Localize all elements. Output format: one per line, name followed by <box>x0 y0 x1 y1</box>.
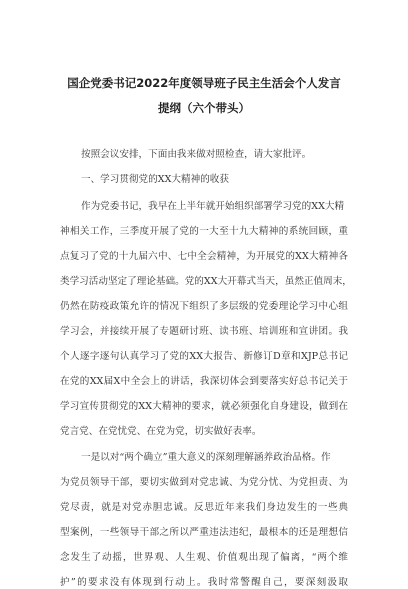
body-line: 作为党委书记，我早在上半年就开始组织部署学习党的XX大精 <box>81 201 345 212</box>
section-heading: 一、学习贯彻党的XX大精神的收获 <box>81 174 229 185</box>
body-line: 学习宣传贯彻党的XX大精神的要求，就必须强化自身建设，做到在 <box>60 401 348 412</box>
body-line: 学习会，并接续开展了专题研讨班、读书班、培训班和宣讲团。我 <box>60 326 348 337</box>
body-line: 点复习了党的十九届六中、七中全会精神，为开展党的XX大精神各 <box>60 251 348 262</box>
body-line: 党言党、在党忧党、在党为党，切实做好表率。 <box>60 426 262 437</box>
body-line: 型案例，一些领导干部之所以严重违法违纪，最根本的还是理想信 <box>60 527 348 538</box>
body-line: 神相关工作，三季度开展了党的一大至十九大精神的系统回顾，重 <box>60 226 348 237</box>
body-line: 念发生了动摇，世界观、人生观、价值观出现了偏离，“两个维 <box>60 552 348 563</box>
body-line: 在党的XX届X中全会上的讲话，我深切体会到要落实好总书记关于 <box>60 376 348 387</box>
body-line: 个人逐字逐句认真学习了党的XX大报告、新修订D章和XJP总书记 <box>60 351 348 362</box>
body-line: 护”的要求没有体现到行动上。我时常警醒自己，要深刻汲取 <box>60 577 348 588</box>
body-line: 党尽责，就是对党赤胆忠诚。反思近年来我们身边发生的一些典 <box>60 502 348 513</box>
body-line: 为党员领导干部，要切实做到对党忠诚、为党分忧、为党担责、为 <box>60 477 348 488</box>
body-line: 仍然在防疫政策允许的情况下组织了多层级的党委理论学习中心组 <box>60 301 348 312</box>
point-heading: 一是以对“两个确立”重大意义的深刻理解涵养政治品格。作 <box>81 452 331 463</box>
document-title: 国企党委书记2022年度领导班子民主生活会个人发言 <box>67 76 341 90</box>
body-line: 类学习活动坚定了理论基础。党的XX大开幕式当天，虽然正值周末， <box>60 276 352 287</box>
document-subtitle: 提纲（六个带头） <box>158 101 250 115</box>
intro-line: 按照会议安排，下面由我来做对照检查，请大家批评。 <box>81 149 312 160</box>
